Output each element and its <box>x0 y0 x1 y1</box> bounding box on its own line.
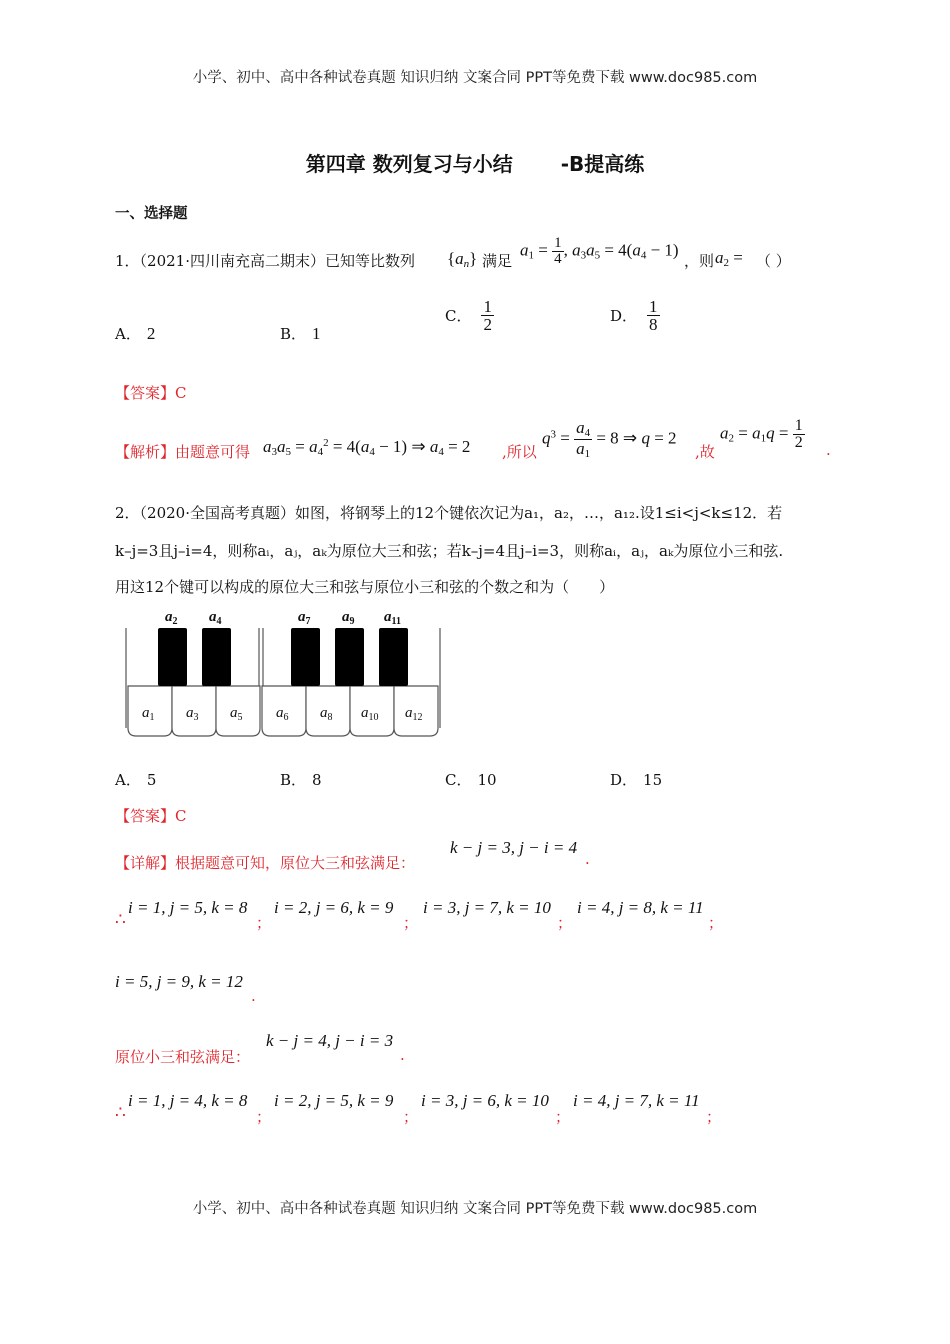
q2-minor-condition: k − j = 4, j − i = 3 <box>266 1031 394 1050</box>
black-key-label-a2: $a_2$ <box>165 609 178 627</box>
black-key-label-a11: $a_{11}$ <box>384 609 401 627</box>
period: . <box>251 987 256 1005</box>
white-key-a5 <box>216 686 260 736</box>
minor-case-1: i = 1, j = 4, k = 8 <box>128 1091 248 1110</box>
q1-condition-formula: $a_1$ = $\frac{1}{4}$ , $a_3a_5 = 4(a_4 - 1)$ <box>520 235 679 267</box>
q2-minor-condition-period: . <box>400 1046 405 1064</box>
q1-option-c[interactable]: C． $\frac{1}{2}$ <box>445 297 492 334</box>
q1-analysis-formula-3: $a_2 = a_1q$ = $\frac{1}{2}$ <box>720 417 803 451</box>
white-key-label-a10: $a_{10}$ <box>361 705 379 723</box>
white-key-label-a8: $a_8$ <box>320 705 333 723</box>
q2-minor-lead: 原位小三和弦满足： <box>115 1048 251 1066</box>
white-key-label-a3: $a_3$ <box>186 705 199 723</box>
q1-answer: 【答案】C <box>115 384 187 402</box>
major-case-4: i = 4, j = 8, k = 11 <box>577 898 704 917</box>
semicolon: ； <box>256 1108 272 1126</box>
q2-line-2: k–j=3且j–i=4，则称aᵢ，aⱼ，aₖ为原位大三和弦；若k–j=4且j–i=3，则称aᵢ，aⱼ，aₖ为原位小三和弦. <box>115 542 784 560</box>
major-case-3: i = 3, j = 7, k = 10 <box>423 898 551 917</box>
q1-analysis-formula-1: $a_3a_5 = a_4^2 = 4(a_4 - 1)$ ⇒ $a_4 = 2$ <box>263 437 471 458</box>
semicolon: ； <box>403 1108 419 1126</box>
major-case-1: i = 1, j = 5, k = 8 <box>128 898 248 917</box>
title-suffix: -B提高练 <box>560 152 645 176</box>
semicolon: ； <box>256 914 272 932</box>
white-key-label-a6: $a_6$ <box>276 705 289 723</box>
white-key-a6 <box>262 686 306 736</box>
q1-target-formula: $a_2$ = <box>715 248 743 269</box>
q1-source: （2021·四川南充高二期末）已知等比数列 <box>139 252 415 270</box>
white-key-a12 <box>394 686 438 736</box>
major-case-5: i = 5, j = 9, k = 12 <box>115 972 243 991</box>
q1-analysis-therefore: ,故 <box>695 443 715 461</box>
white-key-label-a12: $a_{12}$ <box>405 705 423 723</box>
q1-number: 1． <box>115 252 140 270</box>
page-title <box>0 148 950 177</box>
semicolon: ； <box>555 1108 571 1126</box>
q2-line-3: 用这12个键可以构成的原位大三和弦与原位小三和弦的个数之和为（ ） <box>115 578 615 596</box>
q2-option-b[interactable]: B． 8 <box>280 771 322 789</box>
black-key-a4 <box>202 628 231 686</box>
white-key-a1 <box>128 686 172 736</box>
white-key-a3 <box>172 686 216 736</box>
title-main: 第四章 数列复习与小结 <box>305 152 513 176</box>
page-footer: 小学、初中、高中各种试卷真题 知识归纳 文案合同 PPT等免费下载 www.doc985.com <box>192 1201 758 1217</box>
semicolon: ； <box>403 914 419 932</box>
white-key-label-a1: $a_1$ <box>142 705 155 723</box>
q2-option-c[interactable]: C． 10 <box>445 771 497 789</box>
black-key-a11 <box>379 628 408 686</box>
minor-case-4: i = 4, j = 7, k = 11 <box>573 1091 700 1110</box>
q2-option-d[interactable]: D． 15 <box>610 771 663 789</box>
black-key-label-a7: $a_7$ <box>298 609 311 627</box>
white-key-a10 <box>350 686 394 736</box>
q2-major-condition: k − j = 3, j − i = 4 <box>450 838 578 857</box>
semicolon: ； <box>706 1108 722 1126</box>
q2-answer: 【答案】C <box>115 807 187 825</box>
q1-option-a[interactable]: A． 2 <box>115 324 156 343</box>
q1-stem <box>115 250 415 271</box>
q2-option-a[interactable]: A． 5 <box>115 771 157 789</box>
white-key-a8 <box>306 686 350 736</box>
q1-paren: （ ） <box>756 252 791 270</box>
q1-text-satisfy: 满足 <box>482 252 513 270</box>
semicolon: ； <box>557 914 573 932</box>
q1-sequence-symbol: $\{a_n\}$ <box>447 249 478 270</box>
page-header: 小学、初中、高中各种试卷真题 知识归纳 文案合同 PPT等免费下载 www.doc985.com <box>192 70 758 86</box>
minor-case-3: i = 3, j = 6, k = 10 <box>421 1091 549 1110</box>
major-case-2: i = 2, j = 6, k = 9 <box>274 898 394 917</box>
therefore-symbol-2: ∴ <box>115 1103 126 1123</box>
black-key-a7 <box>291 628 320 686</box>
semicolon: ； <box>708 914 724 932</box>
minor-case-2: i = 2, j = 5, k = 9 <box>274 1091 394 1110</box>
q2-detail-lead: 【详解】根据题意可知，原位大三和弦满足： <box>115 854 416 872</box>
piano-figure <box>120 604 450 740</box>
black-key-label-a4: $a_4$ <box>209 609 222 627</box>
section-heading: 一、选择题 <box>115 206 188 222</box>
q1-analysis-so: ,所以 <box>502 443 537 461</box>
q1-analysis-period: . <box>826 441 831 459</box>
q1-analysis-lead: 【解析】由题意可得 <box>115 443 251 461</box>
q2-major-condition-period: . <box>585 850 590 868</box>
q1-text-then: ，则 <box>684 252 715 270</box>
black-key-label-a9: $a_9$ <box>342 609 355 627</box>
white-key-label-a5: $a_5$ <box>230 705 243 723</box>
black-key-a9 <box>335 628 364 686</box>
therefore-symbol-1: ∴ <box>115 910 126 930</box>
q2-line-1: 2．（2020·全国高考真题）如图，将钢琴上的12个键依次记为a₁，a₂，…，a₁₂.设1≤i<j<k≤12．若 <box>115 504 783 522</box>
q1-analysis-formula-2: $q^3$ = $\frac{a_4}{a_1}$ = 8 ⇒ q = 2 <box>542 418 677 460</box>
q1-option-b[interactable]: B． 1 <box>280 324 321 343</box>
q1-option-d[interactable]: D． $\frac{1}{8}$ <box>610 297 658 334</box>
black-key-a2 <box>158 628 187 686</box>
